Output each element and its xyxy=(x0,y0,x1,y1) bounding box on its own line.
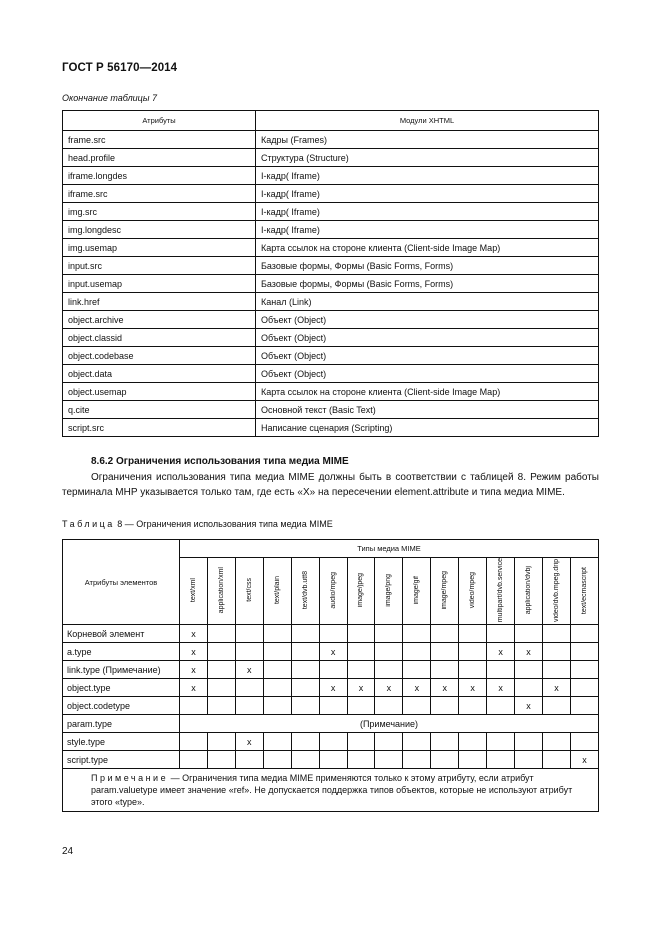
mark-cell xyxy=(207,751,235,769)
mark-cell xyxy=(347,751,375,769)
table-row xyxy=(63,715,599,733)
mark-cell: x xyxy=(235,733,263,751)
section-title: 8.6.2 Ограничения использования типа медиа MIME xyxy=(91,456,349,467)
table-row xyxy=(63,203,599,221)
table-row xyxy=(63,257,599,275)
mark-cell: x xyxy=(487,679,515,697)
table-row xyxy=(63,221,599,239)
module-cell: I-кадр( Iframe) xyxy=(256,203,599,221)
mark-cell: x xyxy=(180,661,208,679)
mark-cell xyxy=(180,733,208,751)
mime-type-label: text/css xyxy=(245,578,253,602)
mark-cell xyxy=(570,643,598,661)
mime-type-header xyxy=(542,558,570,625)
mark-cell: x xyxy=(180,625,208,643)
module-cell: Объект (Object) xyxy=(256,365,599,383)
mark-cell xyxy=(515,733,543,751)
mark-cell xyxy=(263,625,291,643)
mime-type-header xyxy=(263,558,291,625)
mark-cell xyxy=(263,697,291,715)
attribute-cell: object.classid xyxy=(63,329,256,347)
element-attribute-cell: Корневой элемент xyxy=(63,625,180,643)
mime-type-label: text/plain xyxy=(273,576,281,605)
mark-cell xyxy=(459,733,487,751)
mime-type-label: image/png xyxy=(385,573,393,607)
attribute-cell: script.src xyxy=(63,419,256,437)
mark-cell: x xyxy=(347,679,375,697)
mark-cell xyxy=(459,751,487,769)
mark-cell xyxy=(403,697,431,715)
mark-cell xyxy=(431,697,459,715)
mark-cell xyxy=(570,697,598,715)
mark-cell xyxy=(291,751,319,769)
mark-cell: x xyxy=(319,643,347,661)
mark-cell xyxy=(459,625,487,643)
mark-cell xyxy=(319,661,347,679)
mark-cell xyxy=(319,697,347,715)
mark-cell xyxy=(347,625,375,643)
mark-cell xyxy=(403,643,431,661)
module-cell: Канал (Link) xyxy=(256,293,599,311)
table-row xyxy=(63,167,599,185)
element-attribute-cell: object.type xyxy=(63,679,180,697)
mark-cell xyxy=(515,661,543,679)
table-row xyxy=(63,643,599,661)
attribute-cell: input.src xyxy=(63,257,256,275)
mark-cell xyxy=(542,697,570,715)
table-row xyxy=(63,239,599,257)
attribute-cell: q.cite xyxy=(63,401,256,419)
attribute-cell: img.longdesc xyxy=(63,221,256,239)
module-cell: Объект (Object) xyxy=(256,311,599,329)
mark-cell xyxy=(207,697,235,715)
mark-cell xyxy=(263,751,291,769)
mark-cell xyxy=(375,751,403,769)
mark-cell xyxy=(180,751,208,769)
mark-cell xyxy=(347,661,375,679)
mark-cell xyxy=(207,679,235,697)
attribute-cell: link.href xyxy=(63,293,256,311)
mime-type-label: application/dvbj xyxy=(525,565,533,615)
table-row xyxy=(63,751,599,769)
mark-cell xyxy=(403,625,431,643)
document-header: ГОСТ Р 56170—2014 xyxy=(62,62,178,74)
attribute-cell: iframe.longdes xyxy=(63,167,256,185)
mark-cell: x xyxy=(180,643,208,661)
mark-cell xyxy=(207,625,235,643)
table-row xyxy=(63,733,599,751)
mime-type-header xyxy=(291,558,319,625)
table-row xyxy=(63,293,599,311)
table-8-header-attributes: Атрибуты элементов xyxy=(63,540,180,625)
table-8-header-mime: Типы медиа MIME xyxy=(180,540,599,558)
table-8-caption xyxy=(62,519,333,529)
table-8-caption-text: 8 — Ограничения использования типа медиа MIME xyxy=(114,519,333,529)
attribute-cell: input.usemap xyxy=(63,275,256,293)
mime-type-header xyxy=(487,558,515,625)
attribute-cell: object.data xyxy=(63,365,256,383)
table-note-row xyxy=(63,769,599,812)
mime-type-label: text/dvb.utf8 xyxy=(301,571,309,610)
module-cell: I-кадр( Iframe) xyxy=(256,221,599,239)
section-paragraph: Ограничения использования типа медиа MIME должны быть в соответствии с таблицей 8. Режим работы терминала МНР указывается только там, где есть «X» на пересечении element.attribute и типа медиа MIME. xyxy=(62,472,599,498)
mark-cell xyxy=(263,661,291,679)
module-cell: Карта ссылок на стороне клиента (Client-side Image Map) xyxy=(256,383,599,401)
module-cell: Основной текст (Basic Text) xyxy=(256,401,599,419)
mime-type-label: text/xml xyxy=(189,578,197,603)
mark-cell xyxy=(459,697,487,715)
table-7-header-modules: Модули XHTML xyxy=(256,111,599,131)
table-7 xyxy=(62,110,599,437)
attribute-cell: object.archive xyxy=(63,311,256,329)
mime-type-header xyxy=(431,558,459,625)
mark-cell xyxy=(431,751,459,769)
mime-type-label: multipart/dvb.service xyxy=(497,558,505,623)
mark-cell xyxy=(570,625,598,643)
table-row xyxy=(63,697,599,715)
page-number: 24 xyxy=(62,846,74,857)
mime-type-label: application/xml xyxy=(217,566,225,614)
mark-cell: x xyxy=(459,679,487,697)
mark-cell: x xyxy=(375,679,403,697)
element-attribute-cell: link.type (Примечание) xyxy=(63,661,180,679)
element-attribute-cell: object.codetype xyxy=(63,697,180,715)
attribute-cell: frame.src xyxy=(63,131,256,149)
mark-cell xyxy=(542,661,570,679)
mark-cell xyxy=(375,661,403,679)
mark-cell xyxy=(375,733,403,751)
element-attribute-cell: script.type xyxy=(63,751,180,769)
table-row xyxy=(63,185,599,203)
mime-type-header xyxy=(375,558,403,625)
mime-type-label: image/gif xyxy=(413,575,421,605)
mark-cell xyxy=(487,625,515,643)
table-row xyxy=(63,625,599,643)
mime-type-header xyxy=(515,558,543,625)
mark-cell xyxy=(235,751,263,769)
mime-type-header xyxy=(235,558,263,625)
mark-cell xyxy=(403,661,431,679)
table-7-header-attributes: Атрибуты xyxy=(63,111,256,131)
mark-cell xyxy=(431,733,459,751)
module-cell: Базовые формы, Формы (Basic Forms, Forms) xyxy=(256,257,599,275)
mark-cell xyxy=(347,733,375,751)
mark-cell xyxy=(291,625,319,643)
mark-cell xyxy=(431,661,459,679)
mark-cell xyxy=(235,625,263,643)
table-row xyxy=(63,329,599,347)
table-8-caption-prefix: Таблица xyxy=(62,519,115,529)
mark-cell xyxy=(291,661,319,679)
mark-cell xyxy=(375,625,403,643)
mark-cell xyxy=(291,697,319,715)
mark-cell xyxy=(570,679,598,697)
attribute-cell: img.usemap xyxy=(63,239,256,257)
mime-type-label: image/mpeg xyxy=(441,570,449,610)
mark-cell: x xyxy=(235,661,263,679)
module-cell: I-кадр( Iframe) xyxy=(256,185,599,203)
mark-cell xyxy=(487,697,515,715)
table-row xyxy=(63,383,599,401)
mark-cell xyxy=(207,661,235,679)
mark-cell xyxy=(459,643,487,661)
table-7-caption: Окончание таблицы 7 xyxy=(62,93,157,103)
mark-cell xyxy=(347,697,375,715)
mark-cell xyxy=(375,697,403,715)
mark-cell: x xyxy=(431,679,459,697)
element-attribute-cell: style.type xyxy=(63,733,180,751)
module-cell: Базовые формы, Формы (Basic Forms, Forms) xyxy=(256,275,599,293)
mark-cell xyxy=(515,751,543,769)
mark-cell xyxy=(487,661,515,679)
mark-cell: x xyxy=(542,679,570,697)
module-cell: Объект (Object) xyxy=(256,347,599,365)
mark-cell xyxy=(515,625,543,643)
table-row xyxy=(63,661,599,679)
element-attribute-cell: param.type xyxy=(63,715,180,733)
mark-cell xyxy=(319,751,347,769)
mark-cell xyxy=(403,751,431,769)
mark-cell xyxy=(207,643,235,661)
mime-type-label: text/ecmascript xyxy=(580,566,588,614)
mime-type-header xyxy=(570,558,598,625)
module-cell: Структура (Structure) xyxy=(256,149,599,167)
mark-cell xyxy=(291,643,319,661)
mime-type-header xyxy=(459,558,487,625)
mark-cell xyxy=(431,643,459,661)
mark-cell xyxy=(319,625,347,643)
module-cell: I-кадр( Iframe) xyxy=(256,167,599,185)
mime-type-label: image/jpeg xyxy=(357,572,365,608)
mime-type-header xyxy=(403,558,431,625)
mark-cell: x xyxy=(403,679,431,697)
mime-type-label: video/dvb.mpeg.drip xyxy=(552,558,560,622)
attribute-cell: head.profile xyxy=(63,149,256,167)
mark-cell xyxy=(235,697,263,715)
mime-type-header xyxy=(207,558,235,625)
mime-type-label: audio/mpeg xyxy=(329,571,337,609)
mark-cell xyxy=(235,679,263,697)
mime-type-header xyxy=(319,558,347,625)
module-cell: Объект (Object) xyxy=(256,329,599,347)
mime-type-label: video/mpeg xyxy=(469,572,477,609)
mark-cell xyxy=(542,733,570,751)
attribute-cell: object.usemap xyxy=(63,383,256,401)
attribute-cell: iframe.src xyxy=(63,185,256,203)
table-row xyxy=(63,419,599,437)
table-row xyxy=(63,401,599,419)
mark-cell xyxy=(263,643,291,661)
mark-cell xyxy=(347,643,375,661)
module-cell: Кадры (Frames) xyxy=(256,131,599,149)
mark-cell xyxy=(319,733,347,751)
mark-cell xyxy=(263,733,291,751)
mark-cell: x xyxy=(515,697,543,715)
mime-type-header xyxy=(180,558,208,625)
module-cell: Карта ссылок на стороне клиента (Client-side Image Map) xyxy=(256,239,599,257)
mark-cell xyxy=(542,643,570,661)
mark-cell xyxy=(235,643,263,661)
mark-cell xyxy=(431,625,459,643)
mark-cell xyxy=(375,643,403,661)
mark-cell xyxy=(180,697,208,715)
mark-cell: x xyxy=(515,643,543,661)
mark-cell xyxy=(570,661,598,679)
table-row xyxy=(63,149,599,167)
mark-cell xyxy=(207,733,235,751)
mark-cell xyxy=(487,733,515,751)
mark-cell xyxy=(403,733,431,751)
module-cell: Написание сценария (Scripting) xyxy=(256,419,599,437)
mime-type-header xyxy=(347,558,375,625)
element-attribute-cell: a.type xyxy=(63,643,180,661)
mark-cell xyxy=(291,733,319,751)
mark-cell xyxy=(515,679,543,697)
table-8 xyxy=(62,539,599,812)
note-prefix: Примечание xyxy=(91,773,169,784)
table-row xyxy=(63,275,599,293)
mark-cell xyxy=(263,679,291,697)
attribute-cell: object.codebase xyxy=(63,347,256,365)
mark-cell: x xyxy=(319,679,347,697)
mark-cell: x xyxy=(180,679,208,697)
mark-cell xyxy=(542,625,570,643)
mark-cell xyxy=(542,751,570,769)
note-reference-cell: (Примечание) xyxy=(180,715,599,733)
table-row xyxy=(63,365,599,383)
mark-cell: x xyxy=(570,751,598,769)
note-text: — Ограничения типа медиа MIME применяются только к этому атрибуту, если атрибут param.valuetype имеет значение «ref». Не допускается поддержка типов объектов, которые не используют атрибут этого «type». xyxy=(91,773,573,808)
mark-cell xyxy=(570,733,598,751)
table-row xyxy=(63,679,599,697)
mark-cell xyxy=(291,679,319,697)
table-row xyxy=(63,131,599,149)
table-row xyxy=(63,311,599,329)
mark-cell xyxy=(459,661,487,679)
mark-cell xyxy=(487,751,515,769)
mark-cell: x xyxy=(487,643,515,661)
table-note xyxy=(63,769,599,812)
table-row xyxy=(63,347,599,365)
attribute-cell: img.src xyxy=(63,203,256,221)
